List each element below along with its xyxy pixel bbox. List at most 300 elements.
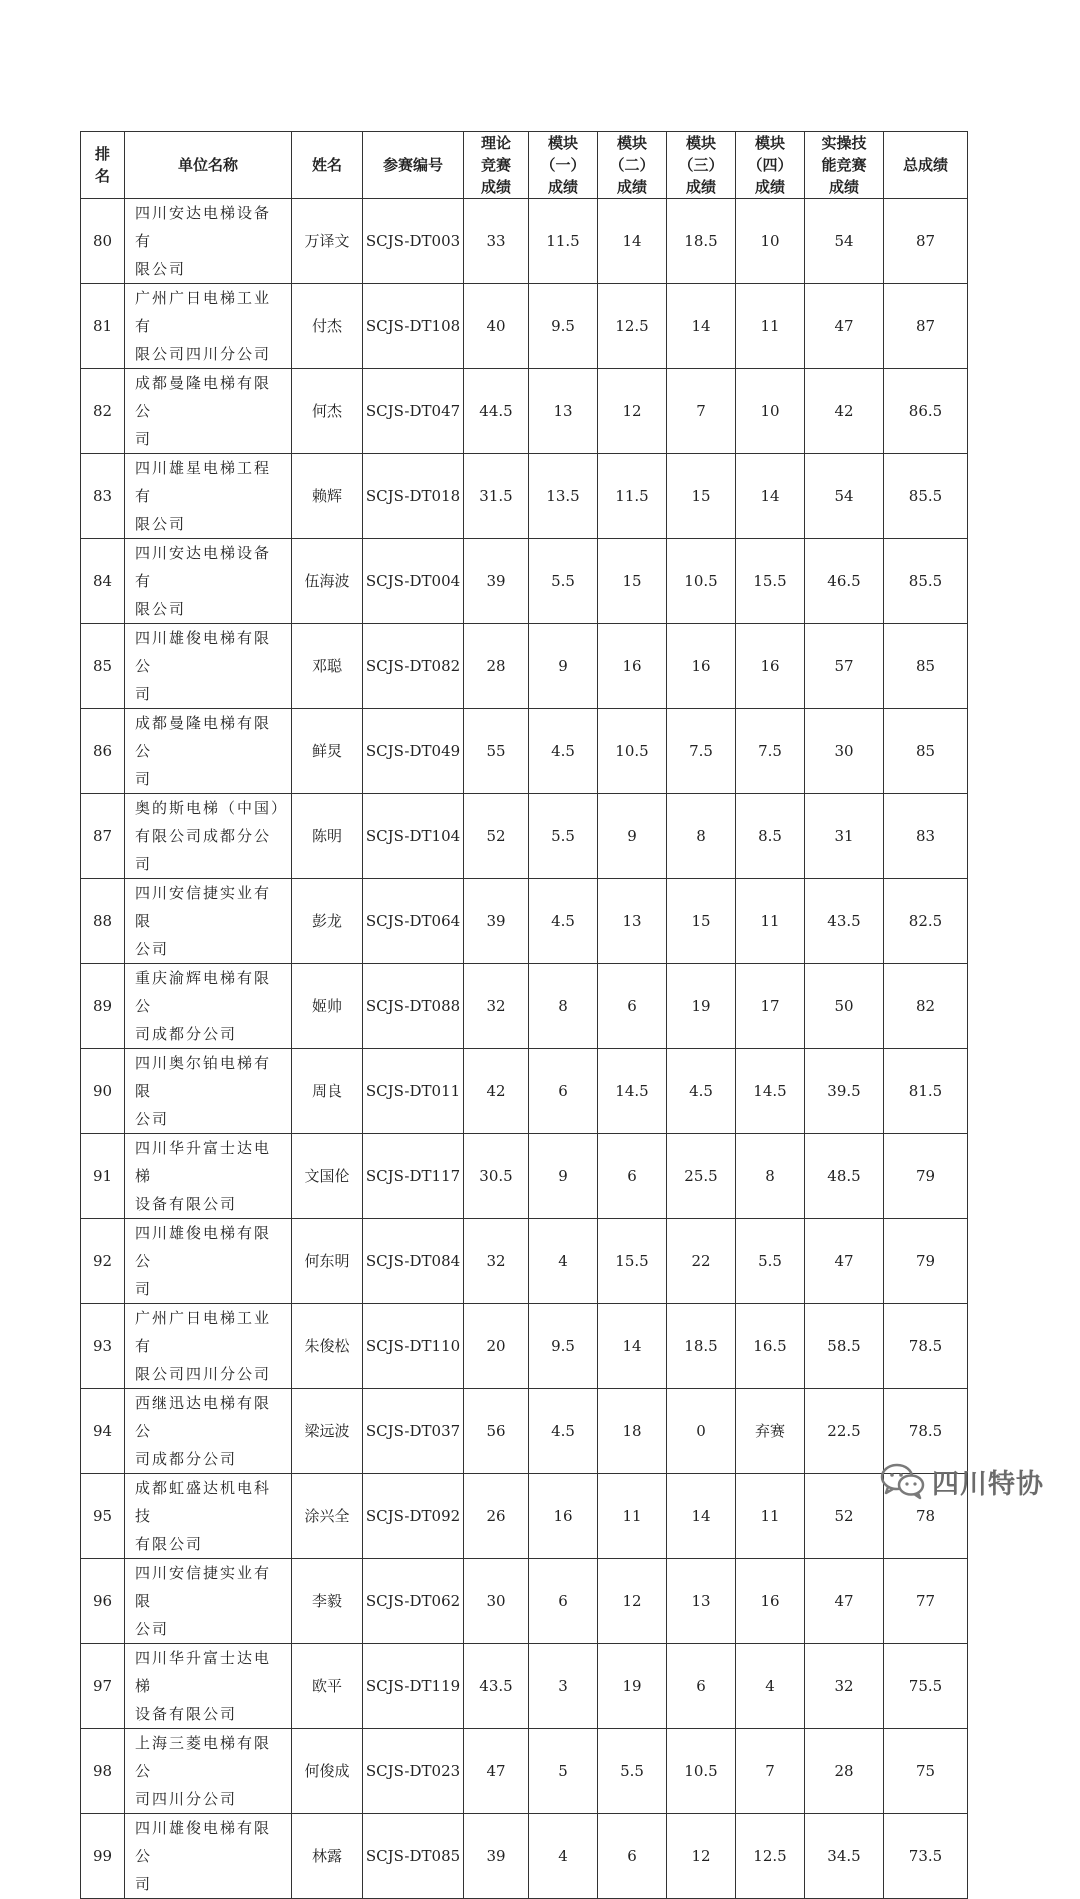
module-4-score-cell: 4 (736, 1644, 805, 1729)
entry-id-cell: SCJS-DT108 (363, 284, 464, 369)
module-4-score-cell: 16 (736, 1559, 805, 1644)
module-3-score-cell: 15 (667, 879, 736, 964)
practical-score-cell: 57 (805, 624, 884, 709)
rank-cell: 94 (81, 1389, 125, 1474)
name-cell: 周良 (292, 1049, 363, 1134)
entry-id-cell: SCJS-DT018 (363, 454, 464, 539)
table-row (81, 1559, 968, 1644)
unit-name-line: 重庆渝辉电梯有限公 (135, 969, 272, 1015)
table-row (81, 539, 968, 624)
entry-id-cell: SCJS-DT062 (363, 1559, 464, 1644)
module-3-score-cell: 22 (667, 1219, 736, 1304)
entry-id-cell: SCJS-DT003 (363, 199, 464, 284)
column-header (598, 132, 667, 199)
column-header (884, 132, 968, 199)
total-score-cell: 78 (884, 1474, 968, 1559)
module-3-score-cell: 10.5 (667, 1729, 736, 1814)
module-4-score-cell: 14 (736, 454, 805, 539)
name-cell: 何俊成 (292, 1729, 363, 1814)
unit-name-line: 广州广日电梯工业有 (135, 1309, 272, 1355)
total-score-cell: 82.5 (884, 879, 968, 964)
total-score-cell: 87 (884, 199, 968, 284)
total-score-cell: 82 (884, 964, 968, 1049)
entry-id-cell: SCJS-DT049 (363, 709, 464, 794)
module-1-score-cell: 9 (529, 624, 598, 709)
name-cell: 赖辉 (292, 454, 363, 539)
module-4-score-cell: 弃赛 (736, 1389, 805, 1474)
entry-id-cell: SCJS-DT084 (363, 1219, 464, 1304)
table-row (81, 284, 968, 369)
unit-name-line: 四川安信捷实业有限 (135, 884, 272, 930)
module-1-score-cell: 4.5 (529, 1389, 598, 1474)
name-cell: 邓聪 (292, 624, 363, 709)
table-row (81, 1134, 968, 1219)
name-cell: 文国伦 (292, 1134, 363, 1219)
module-2-score-cell: 12.5 (598, 284, 667, 369)
unit-name-line: 四川雄俊电梯有限公 (135, 1819, 272, 1865)
unit-name-line: 四川雄俊电梯有限公 (135, 629, 272, 675)
module-2-score-cell: 6 (598, 1134, 667, 1219)
wechat-icon (880, 1462, 926, 1500)
unit-name-line: 司成都分公司 (135, 1450, 238, 1468)
unit-cell (125, 1644, 292, 1729)
module-3-score-cell: 19 (667, 964, 736, 1049)
entry-id-cell: SCJS-DT119 (363, 1644, 464, 1729)
module-2-score-cell: 12 (598, 1559, 667, 1644)
unit-cell (125, 1134, 292, 1219)
rank-cell: 88 (81, 879, 125, 964)
total-score-cell: 73.5 (884, 1814, 968, 1899)
theory-score-cell: 33 (464, 199, 529, 284)
module-1-score-cell: 8 (529, 964, 598, 1049)
theory-score-cell: 47 (464, 1729, 529, 1814)
module-4-score-cell: 7 (736, 1729, 805, 1814)
module-4-score-cell: 11 (736, 879, 805, 964)
entry-id-cell: SCJS-DT110 (363, 1304, 464, 1389)
module-3-score-cell: 4.5 (667, 1049, 736, 1134)
module-1-score-cell: 11.5 (529, 199, 598, 284)
table-row (81, 879, 968, 964)
unit-name-line: 四川安信捷实业有限 (135, 1564, 272, 1610)
theory-score-cell: 56 (464, 1389, 529, 1474)
module-1-score-cell: 4 (529, 1814, 598, 1899)
rank-cell: 90 (81, 1049, 125, 1134)
module-2-score-cell: 16 (598, 624, 667, 709)
unit-cell (125, 964, 292, 1049)
rank-cell: 82 (81, 369, 125, 454)
column-header-line: 模块 (616, 134, 647, 152)
name-cell: 梁远波 (292, 1389, 363, 1474)
theory-score-cell: 42 (464, 1049, 529, 1134)
column-header (529, 132, 598, 199)
column-header (292, 132, 363, 199)
module-2-score-cell: 15.5 (598, 1219, 667, 1304)
column-header-line: 实操技 (821, 134, 867, 152)
rank-cell: 85 (81, 624, 125, 709)
unit-name-line: 司四川分公司 (135, 1790, 238, 1808)
theory-score-cell: 28 (464, 624, 529, 709)
practical-score-cell: 32 (805, 1644, 884, 1729)
unit-cell (125, 709, 292, 794)
module-2-score-cell: 9 (598, 794, 667, 879)
unit-cell (125, 1474, 292, 1559)
name-cell: 鲜炅 (292, 709, 363, 794)
practical-score-cell: 39.5 (805, 1049, 884, 1134)
column-header (81, 132, 125, 199)
total-score-cell: 85.5 (884, 539, 968, 624)
total-score-cell: 75 (884, 1729, 968, 1814)
module-3-score-cell: 13 (667, 1559, 736, 1644)
column-header-line: 成绩 (828, 178, 859, 196)
unit-cell (125, 1814, 292, 1899)
module-1-score-cell: 16 (529, 1474, 598, 1559)
theory-score-cell: 55 (464, 709, 529, 794)
practical-score-cell: 42 (805, 369, 884, 454)
unit-name-line: 限公司 (135, 260, 187, 278)
module-2-score-cell: 14 (598, 1304, 667, 1389)
rank-cell: 97 (81, 1644, 125, 1729)
module-1-score-cell: 4.5 (529, 879, 598, 964)
unit-name-line: 公司 (135, 940, 170, 958)
module-2-score-cell: 12 (598, 369, 667, 454)
module-1-score-cell: 9.5 (529, 284, 598, 369)
name-cell: 涂兴全 (292, 1474, 363, 1559)
column-header (363, 132, 464, 199)
practical-score-cell: 47 (805, 284, 884, 369)
unit-cell (125, 539, 292, 624)
module-4-score-cell: 7.5 (736, 709, 805, 794)
theory-score-cell: 32 (464, 1219, 529, 1304)
table-header (81, 132, 968, 199)
rank-cell: 83 (81, 454, 125, 539)
table-row (81, 1049, 968, 1134)
name-cell: 何东明 (292, 1219, 363, 1304)
practical-score-cell: 34.5 (805, 1814, 884, 1899)
module-4-score-cell: 11 (736, 284, 805, 369)
unit-name-line: 限公司四川分公司 (135, 345, 272, 363)
entry-id-cell: SCJS-DT047 (363, 369, 464, 454)
module-3-score-cell: 18.5 (667, 1304, 736, 1389)
column-header-line: （一） (540, 156, 586, 174)
entry-id-cell: SCJS-DT064 (363, 879, 464, 964)
table-row (81, 199, 968, 284)
module-4-score-cell: 11 (736, 1474, 805, 1559)
module-2-score-cell: 14.5 (598, 1049, 667, 1134)
column-header-line: 成绩 (754, 178, 785, 196)
column-header-line: 竞赛 (480, 156, 511, 174)
module-1-score-cell: 4.5 (529, 709, 598, 794)
name-cell: 付杰 (292, 284, 363, 369)
column-header-line: 能竞赛 (821, 156, 867, 174)
practical-score-cell: 54 (805, 199, 884, 284)
column-header (805, 132, 884, 199)
practical-score-cell: 28 (805, 1729, 884, 1814)
module-4-score-cell: 16 (736, 624, 805, 709)
module-4-score-cell: 15.5 (736, 539, 805, 624)
table-row (81, 1219, 968, 1304)
module-3-score-cell: 15 (667, 454, 736, 539)
entry-id-cell: SCJS-DT085 (363, 1814, 464, 1899)
rank-cell: 91 (81, 1134, 125, 1219)
name-cell: 伍海波 (292, 539, 363, 624)
theory-score-cell: 26 (464, 1474, 529, 1559)
column-header-line: 排 (94, 145, 110, 163)
unit-name-line: 四川华升富士达电梯 (135, 1649, 272, 1695)
module-3-score-cell: 10.5 (667, 539, 736, 624)
unit-name-line: 公司 (135, 1620, 170, 1638)
column-header-line: （四） (747, 156, 793, 174)
unit-name-line: 四川安达电梯设备有 (135, 204, 272, 250)
practical-score-cell: 30 (805, 709, 884, 794)
practical-score-cell: 54 (805, 454, 884, 539)
table-row (81, 709, 968, 794)
module-1-score-cell: 6 (529, 1559, 598, 1644)
module-1-score-cell: 5.5 (529, 539, 598, 624)
unit-name-line: 有限公司 (135, 1535, 204, 1553)
entry-id-cell: SCJS-DT088 (363, 964, 464, 1049)
rank-cell: 86 (81, 709, 125, 794)
practical-score-cell: 31 (805, 794, 884, 879)
column-header (464, 132, 529, 199)
theory-score-cell: 40 (464, 284, 529, 369)
unit-name-line: 成都曼隆电梯有限公 (135, 714, 272, 760)
module-1-score-cell: 4 (529, 1219, 598, 1304)
unit-name-line: 四川雄俊电梯有限公 (135, 1224, 272, 1270)
practical-score-cell: 58.5 (805, 1304, 884, 1389)
total-score-cell: 85.5 (884, 454, 968, 539)
module-1-score-cell: 9 (529, 1134, 598, 1219)
entry-id-cell: SCJS-DT092 (363, 1474, 464, 1559)
rank-cell: 80 (81, 199, 125, 284)
module-2-score-cell: 19 (598, 1644, 667, 1729)
name-cell: 彭龙 (292, 879, 363, 964)
unit-cell (125, 199, 292, 284)
practical-score-cell: 47 (805, 1219, 884, 1304)
name-cell: 何杰 (292, 369, 363, 454)
module-4-score-cell: 8 (736, 1134, 805, 1219)
module-3-score-cell: 14 (667, 284, 736, 369)
theory-score-cell: 30.5 (464, 1134, 529, 1219)
module-2-score-cell: 10.5 (598, 709, 667, 794)
column-header-line: 姓名 (311, 156, 342, 174)
unit-name-line: 公司 (135, 1110, 170, 1128)
module-3-score-cell: 18.5 (667, 199, 736, 284)
column-header-line: 成绩 (480, 178, 511, 196)
module-2-score-cell: 15 (598, 539, 667, 624)
practical-score-cell: 48.5 (805, 1134, 884, 1219)
rank-cell: 92 (81, 1219, 125, 1304)
module-4-score-cell: 10 (736, 199, 805, 284)
total-score-cell: 87 (884, 284, 968, 369)
column-header-line: 单位名称 (177, 156, 238, 174)
module-1-score-cell: 13 (529, 369, 598, 454)
entry-id-cell: SCJS-DT004 (363, 539, 464, 624)
unit-name-line: 设备有限公司 (135, 1705, 238, 1723)
total-score-cell: 81.5 (884, 1049, 968, 1134)
unit-cell (125, 284, 292, 369)
module-2-score-cell: 5.5 (598, 1729, 667, 1814)
column-header-line: 名 (94, 167, 110, 185)
theory-score-cell: 39 (464, 1814, 529, 1899)
name-cell: 李毅 (292, 1559, 363, 1644)
name-cell: 陈明 (292, 794, 363, 879)
total-score-cell: 78.5 (884, 1304, 968, 1389)
entry-id-cell: SCJS-DT037 (363, 1389, 464, 1474)
watermark-text: 四川特协 (932, 1468, 1044, 1500)
unit-cell (125, 879, 292, 964)
theory-score-cell: 20 (464, 1304, 529, 1389)
column-header-line: 参赛编号 (382, 156, 443, 174)
column-header (736, 132, 805, 199)
practical-score-cell: 50 (805, 964, 884, 1049)
module-1-score-cell: 5.5 (529, 794, 598, 879)
module-1-score-cell: 9.5 (529, 1304, 598, 1389)
column-header-line: 成绩 (547, 178, 578, 196)
column-header-line: 模块 (754, 134, 785, 152)
rank-cell: 93 (81, 1304, 125, 1389)
table-row (81, 1814, 968, 1899)
unit-name-line: 奥的斯电梯（中国） (135, 799, 289, 817)
entry-id-cell: SCJS-DT023 (363, 1729, 464, 1814)
unit-name-line: 上海三菱电梯有限公 (135, 1734, 272, 1780)
unit-name-line: 司 (135, 1280, 153, 1298)
table-body (81, 199, 968, 1899)
module-4-score-cell: 17 (736, 964, 805, 1049)
theory-score-cell: 30 (464, 1559, 529, 1644)
entry-id-cell: SCJS-DT082 (363, 624, 464, 709)
module-2-score-cell: 6 (598, 964, 667, 1049)
practical-score-cell: 47 (805, 1559, 884, 1644)
module-3-score-cell: 0 (667, 1389, 736, 1474)
theory-score-cell: 39 (464, 539, 529, 624)
module-3-score-cell: 25.5 (667, 1134, 736, 1219)
module-3-score-cell: 12 (667, 1814, 736, 1899)
rank-cell: 89 (81, 964, 125, 1049)
table-row (81, 1389, 968, 1474)
module-3-score-cell: 16 (667, 624, 736, 709)
unit-name-line: 四川雄星电梯工程有 (135, 459, 272, 505)
unit-cell (125, 1559, 292, 1644)
module-2-score-cell: 14 (598, 199, 667, 284)
table-row (81, 1474, 968, 1559)
name-cell: 林露 (292, 1814, 363, 1899)
rank-cell: 95 (81, 1474, 125, 1559)
theory-score-cell: 44.5 (464, 369, 529, 454)
name-cell: 万译文 (292, 199, 363, 284)
unit-cell (125, 1389, 292, 1474)
total-score-cell: 77 (884, 1559, 968, 1644)
practical-score-cell: 52 (805, 1474, 884, 1559)
unit-name-line: 限公司 (135, 515, 187, 533)
column-header (125, 132, 292, 199)
entry-id-cell: SCJS-DT117 (363, 1134, 464, 1219)
unit-cell (125, 369, 292, 454)
module-3-score-cell: 6 (667, 1644, 736, 1729)
module-2-score-cell: 13 (598, 879, 667, 964)
entry-id-cell: SCJS-DT011 (363, 1049, 464, 1134)
watermark (880, 1456, 1044, 1506)
unit-cell (125, 1304, 292, 1389)
table-row (81, 794, 968, 879)
unit-name-line: 司 (135, 1875, 153, 1893)
unit-name-line: 司 (135, 770, 153, 788)
unit-name-line: 限公司 (135, 600, 187, 618)
unit-name-line: 西继迅达电梯有限公 (135, 1394, 272, 1440)
unit-cell (125, 624, 292, 709)
table-row (81, 1304, 968, 1389)
name-cell: 姬帅 (292, 964, 363, 1049)
rank-cell: 98 (81, 1729, 125, 1814)
unit-cell (125, 1729, 292, 1814)
table-row (81, 454, 968, 539)
theory-score-cell: 39 (464, 879, 529, 964)
name-cell: 朱俊松 (292, 1304, 363, 1389)
module-4-score-cell: 16.5 (736, 1304, 805, 1389)
module-4-score-cell: 5.5 (736, 1219, 805, 1304)
module-3-score-cell: 7 (667, 369, 736, 454)
unit-name-line: 四川奥尔铂电梯有限 (135, 1054, 272, 1100)
module-4-score-cell: 12.5 (736, 1814, 805, 1899)
module-4-score-cell: 14.5 (736, 1049, 805, 1134)
column-header-line: 成绩 (685, 178, 716, 196)
unit-name-line: 四川安达电梯设备有 (135, 544, 272, 590)
unit-cell (125, 1049, 292, 1134)
total-score-cell: 86.5 (884, 369, 968, 454)
total-score-cell: 79 (884, 1219, 968, 1304)
module-3-score-cell: 7.5 (667, 709, 736, 794)
total-score-cell: 78.5 (884, 1389, 968, 1474)
theory-score-cell: 31.5 (464, 454, 529, 539)
column-header (667, 132, 736, 199)
unit-name-line: 成都曼隆电梯有限公 (135, 374, 272, 420)
module-2-score-cell: 6 (598, 1814, 667, 1899)
unit-name-line: 成都虹盛达机电科技 (135, 1479, 272, 1525)
column-header-line: （三） (678, 156, 724, 174)
column-header-line: 理论 (480, 134, 511, 152)
module-1-score-cell: 6 (529, 1049, 598, 1134)
unit-name-line: 设备有限公司 (135, 1195, 238, 1213)
column-header-line: 总成绩 (902, 156, 948, 174)
table-row (81, 1644, 968, 1729)
practical-score-cell: 46.5 (805, 539, 884, 624)
results-table (80, 131, 968, 1899)
total-score-cell: 79 (884, 1134, 968, 1219)
module-3-score-cell: 14 (667, 1474, 736, 1559)
module-1-score-cell: 3 (529, 1644, 598, 1729)
unit-name-line: 司 (135, 430, 153, 448)
unit-name-line: 四川华升富士达电梯 (135, 1139, 272, 1185)
unit-name-line: 广州广日电梯工业有 (135, 289, 272, 335)
module-3-score-cell: 8 (667, 794, 736, 879)
table-row (81, 1729, 968, 1814)
module-4-score-cell: 8.5 (736, 794, 805, 879)
unit-cell (125, 1219, 292, 1304)
rank-cell: 87 (81, 794, 125, 879)
total-score-cell: 83 (884, 794, 968, 879)
column-header-line: 模块 (685, 134, 716, 152)
theory-score-cell: 52 (464, 794, 529, 879)
practical-score-cell: 22.5 (805, 1389, 884, 1474)
practical-score-cell: 43.5 (805, 879, 884, 964)
unit-name-line: 司成都分公司 (135, 1025, 238, 1043)
theory-score-cell: 43.5 (464, 1644, 529, 1729)
unit-cell (125, 794, 292, 879)
rank-cell: 81 (81, 284, 125, 369)
module-2-score-cell: 11.5 (598, 454, 667, 539)
unit-name-line: 司 (135, 685, 153, 703)
total-score-cell: 85 (884, 709, 968, 794)
unit-name-line: 有限公司成都分公司 (135, 827, 272, 873)
